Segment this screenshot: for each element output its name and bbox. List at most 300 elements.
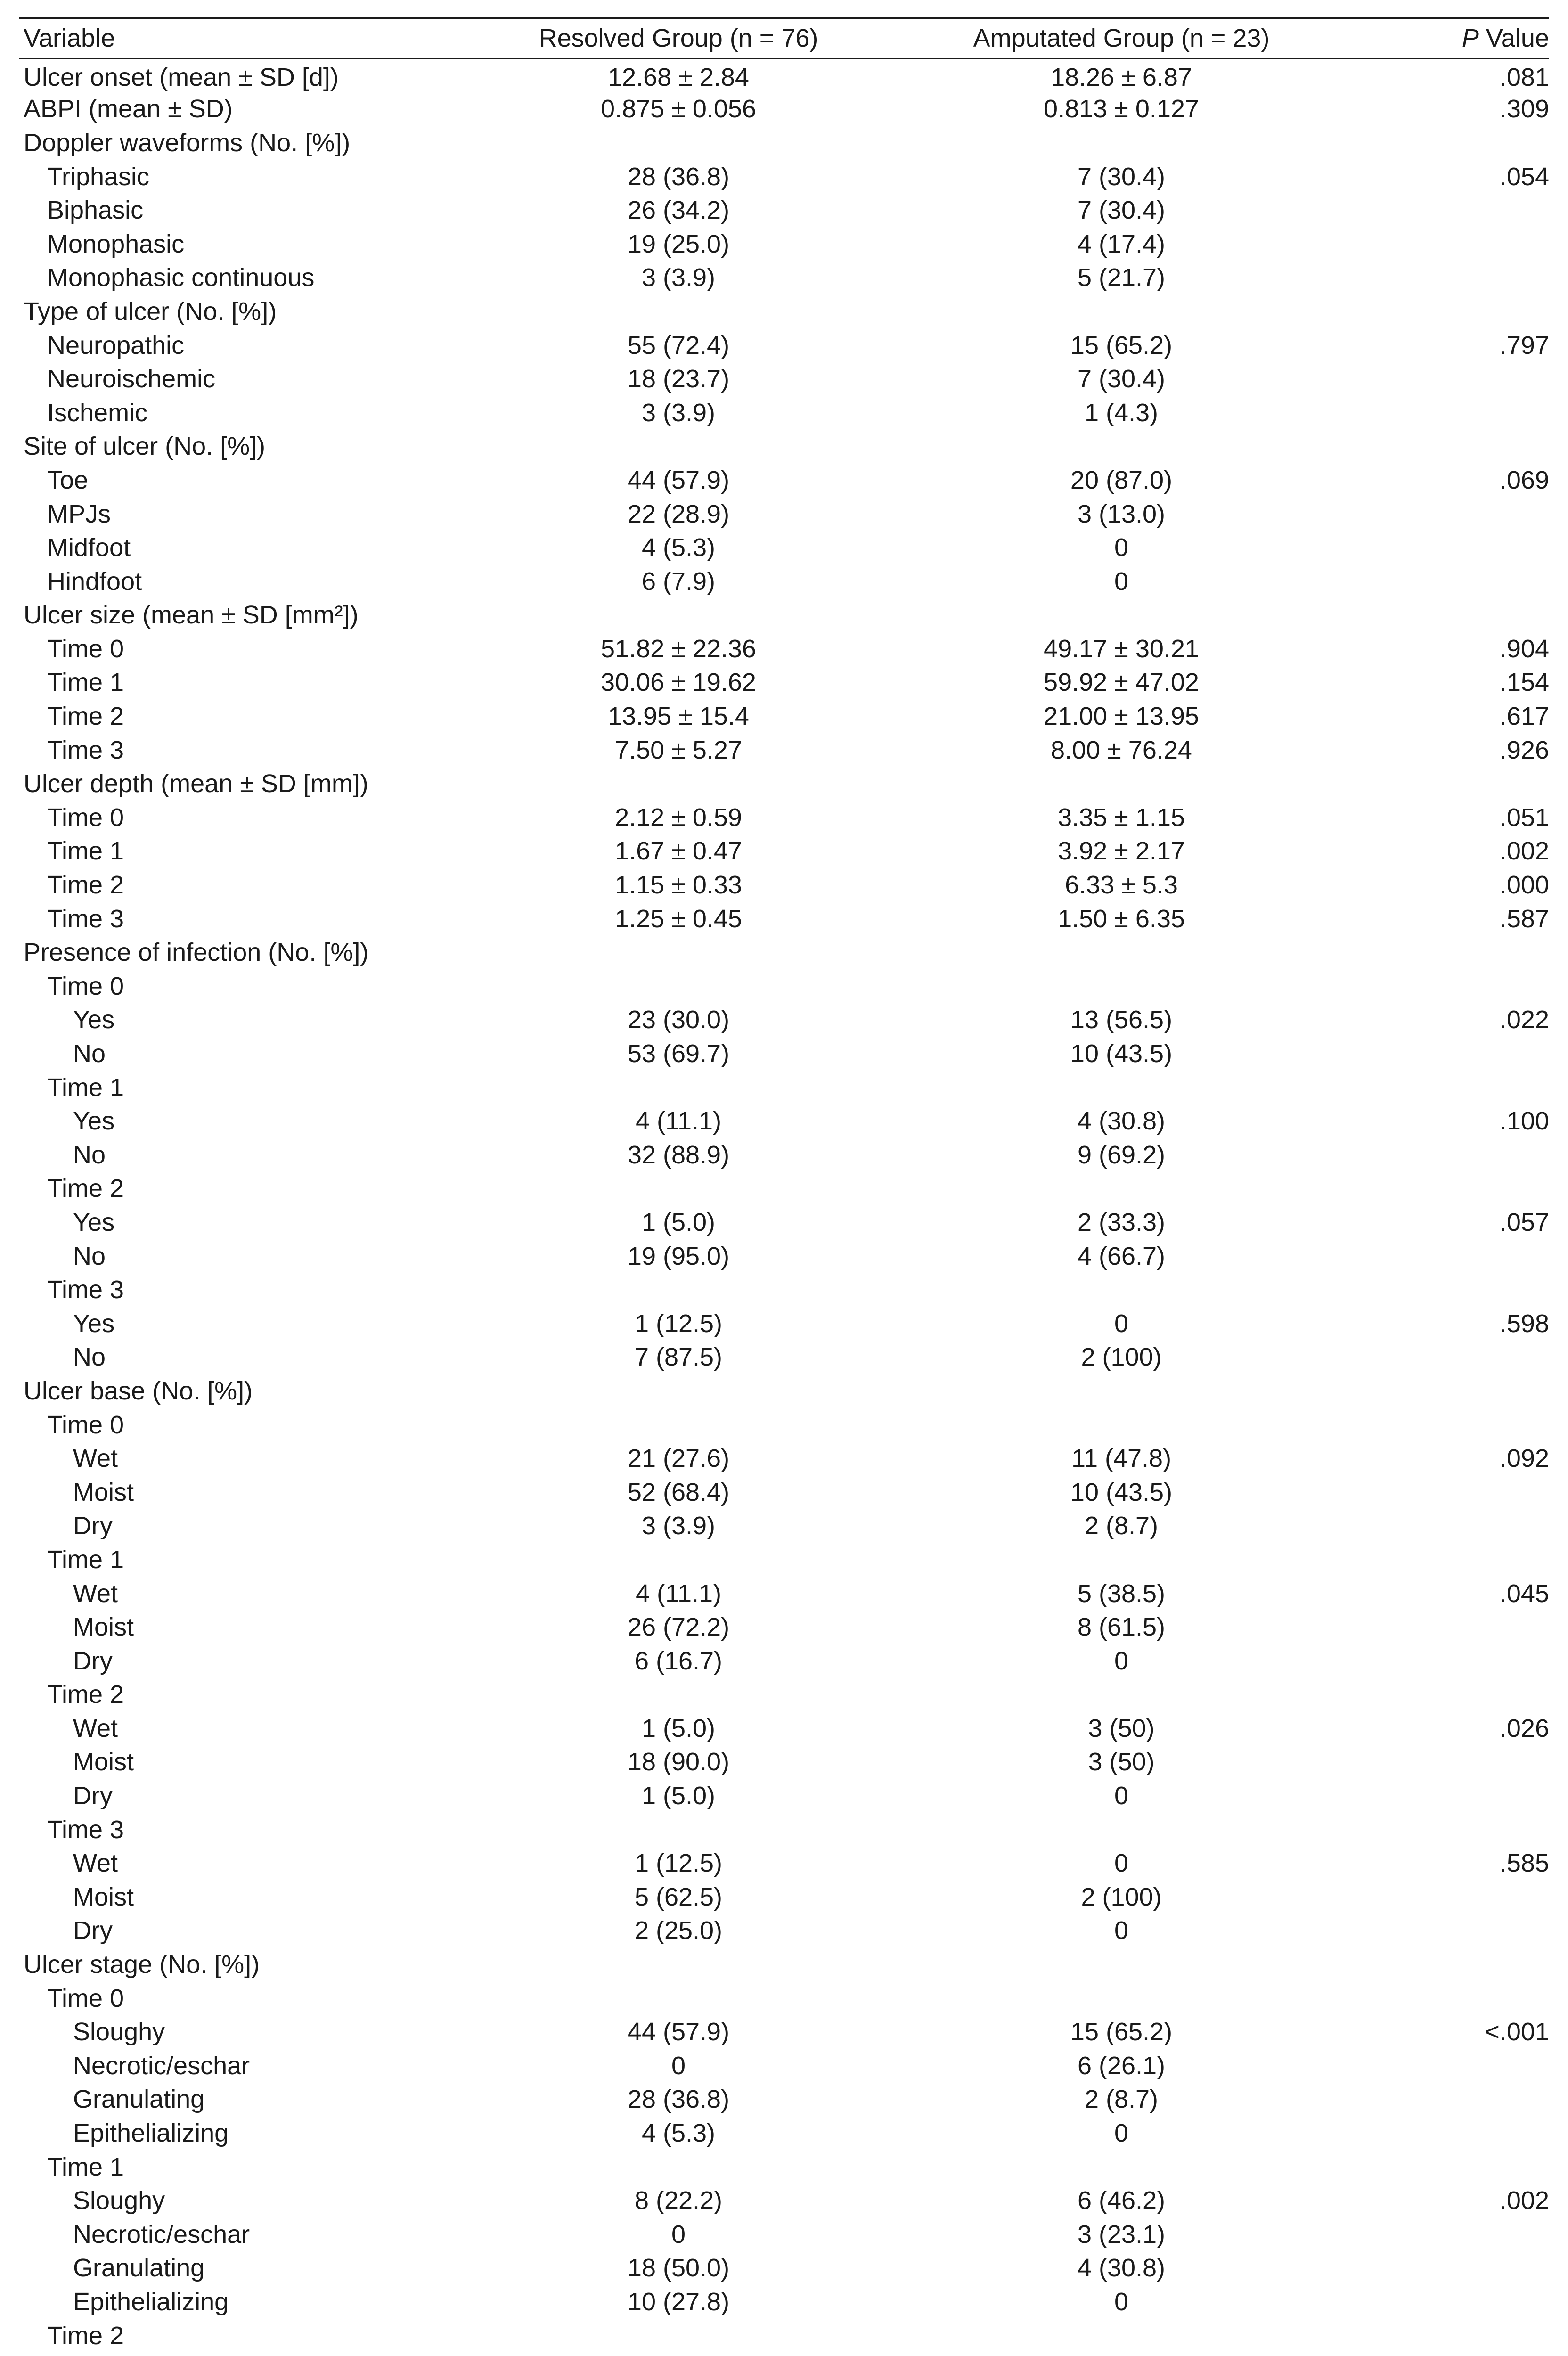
header-p-letter: P <box>1462 24 1479 53</box>
amputated-value <box>886 2352 1357 2356</box>
table-subgroup-row <box>19 699 1549 733</box>
p-value <box>1357 193 1549 227</box>
resolved-value: 1.67 ± 0.47 <box>615 837 742 866</box>
p-value <box>1357 1914 1549 1948</box>
p-value <box>1357 1341 1549 1374</box>
resolved-value <box>471 598 886 632</box>
table-section-row <box>19 1374 1549 1408</box>
row-label: Doppler waveforms (No. [%]) <box>24 128 351 157</box>
p-value <box>1357 1138 1549 1172</box>
row-label: Yes <box>73 1006 115 1034</box>
table-row <box>19 1846 1549 1880</box>
p-value <box>1357 2285 1549 2319</box>
resolved-value: 1.15 ± 0.33 <box>615 871 742 900</box>
row-label: Sloughy <box>73 2018 165 2046</box>
p-value <box>1357 1880 1549 1914</box>
row-label: Ulcer onset (mean ± SD [d]) <box>24 63 339 91</box>
p-value <box>1357 227 1549 261</box>
amputated-value: 3.35 ± 1.15 <box>1058 803 1185 832</box>
table-subgroup-row <box>19 1813 1549 1847</box>
row-label: Dry <box>73 1916 113 1945</box>
row-label: Time 1 <box>47 2152 124 2181</box>
table-row <box>19 2015 1549 2049</box>
row-label: Wet <box>73 1579 118 1608</box>
row-label: Time 0 <box>47 1984 124 2012</box>
resolved-value <box>471 1947 886 1981</box>
resolved-value: 1 (12.5) <box>634 1849 723 1878</box>
table-subgroup-row <box>19 261 1549 295</box>
row-label: Time 3 <box>47 736 124 764</box>
row-label: No <box>73 1343 106 1372</box>
row-label: Monophasic <box>47 229 185 258</box>
resolved-value <box>471 1408 886 1442</box>
p-value <box>1357 1509 1549 1543</box>
row-label: Moist <box>73 1882 134 1911</box>
p-value <box>1357 1037 1549 1071</box>
row-label: MPJs <box>47 499 111 528</box>
table-subgroup-row <box>19 1408 1549 1442</box>
resolved-value: 32 (88.9) <box>627 1140 730 1169</box>
row-label: Ischemic <box>47 398 148 427</box>
row-label: No <box>73 1140 106 1169</box>
resolved-value: 1 (5.0) <box>641 1782 716 1810</box>
resolved-value: 19 (95.0) <box>627 1242 730 1270</box>
table-subgroup-row <box>19 733 1549 767</box>
row-label: Hindfoot <box>47 567 142 596</box>
p-value <box>1357 1610 1549 1644</box>
row-label: Time 2 <box>47 1680 124 1709</box>
table-row <box>19 1509 1549 1543</box>
p-value: .100 <box>1499 1107 1549 1136</box>
amputated-value: 11 (47.8) <box>1071 1444 1172 1473</box>
p-value: .054 <box>1499 162 1549 191</box>
resolved-value: 22 (28.9) <box>627 499 730 528</box>
p-value <box>1357 564 1549 598</box>
table-row <box>19 1239 1549 1273</box>
p-value <box>1357 531 1549 564</box>
amputated-value: 0 <box>1114 1646 1129 1675</box>
p-value: .002 <box>1499 837 1549 866</box>
p-value: .045 <box>1499 1579 1549 1608</box>
p-value <box>1357 1543 1549 1577</box>
row-label: Sloughy <box>73 2186 165 2215</box>
amputated-value: 4 (17.4) <box>1077 229 1166 258</box>
resolved-value: 53 (69.7) <box>627 1039 730 1068</box>
amputated-value: 6 (46.2) <box>1077 2186 1166 2215</box>
p-value <box>1357 2150 1549 2184</box>
p-value: .154 <box>1499 668 1549 697</box>
resolved-value: 2.12 ± 0.59 <box>615 803 742 832</box>
p-value <box>1357 1475 1549 1509</box>
header-p-suffix: Value <box>1478 24 1549 53</box>
table-subgroup-row <box>19 362 1549 396</box>
resolved-value: 28 (36.8) <box>627 162 730 191</box>
amputated-value: 0 <box>1114 1782 1129 1810</box>
amputated-value <box>886 1981 1357 2015</box>
resolved-value: 7.50 ± 5.27 <box>615 736 742 764</box>
amputated-value: 2 (100) <box>1081 1882 1162 1911</box>
row-label: Moist <box>73 1748 134 1776</box>
table-subgroup-row <box>19 396 1549 430</box>
p-value <box>1357 1813 1549 1847</box>
amputated-value: 13 (56.5) <box>1070 1006 1173 1034</box>
resolved-value <box>471 1678 886 1712</box>
table-subgroup-row <box>19 463 1549 497</box>
amputated-value: 0 <box>1114 1916 1129 1945</box>
row-label: Time 0 <box>47 1410 124 1439</box>
amputated-value: 18.26 ± 6.87 <box>1051 63 1192 91</box>
table-section-row <box>19 430 1549 464</box>
resolved-value: 10 (27.8) <box>627 2287 730 2316</box>
row-label: Necrotic/eschar <box>73 2220 250 2249</box>
header-resolved-group: Resolved Group (n = 76) <box>471 18 886 58</box>
table-subgroup-row <box>19 2150 1549 2184</box>
table-row <box>19 2184 1549 2217</box>
resolved-value <box>471 969 886 1003</box>
table-section-row <box>19 58 1549 92</box>
p-value: .585 <box>1499 1849 1549 1878</box>
p-value: .598 <box>1499 1309 1549 1338</box>
resolved-value: 6 (16.7) <box>634 1646 723 1675</box>
row-label: Time 1 <box>47 668 124 697</box>
p-value <box>1357 1678 1549 1712</box>
row-label: Time 0 <box>47 803 124 832</box>
table-subgroup-row <box>19 1543 1549 1577</box>
table-subgroup-row <box>19 497 1549 531</box>
amputated-value <box>886 2150 1357 2184</box>
resolved-value: 21 (27.6) <box>627 1444 730 1473</box>
resolved-value: 26 (34.2) <box>627 196 730 225</box>
amputated-value <box>886 767 1357 801</box>
table-subgroup-row <box>19 564 1549 598</box>
table-row <box>19 2217 1549 2251</box>
p-value <box>1357 362 1549 396</box>
p-value <box>1357 2116 1549 2150</box>
amputated-value: 7 (30.4) <box>1077 196 1166 225</box>
row-label: Wet <box>73 1849 118 1878</box>
p-value: .069 <box>1499 466 1549 494</box>
table-section-row <box>19 294 1549 328</box>
resolved-value: 3 (3.9) <box>641 263 716 292</box>
table-subgroup-row <box>19 1172 1549 1206</box>
table-section-row <box>19 92 1549 126</box>
resolved-value: 44 (57.9) <box>627 2018 730 2046</box>
row-label: No <box>73 1242 106 1270</box>
table-row <box>19 1037 1549 1071</box>
row-label: Yes <box>73 1208 115 1236</box>
row-label: Epithelializing <box>73 2119 229 2148</box>
amputated-value: 8.00 ± 76.24 <box>1051 736 1192 764</box>
resolved-value: 13.95 ± 15.4 <box>608 702 749 731</box>
table-section-row <box>19 767 1549 801</box>
amputated-value <box>886 1172 1357 1206</box>
resolved-value <box>471 1172 886 1206</box>
amputated-value: 0 <box>1114 2119 1129 2148</box>
table-row <box>19 2251 1549 2285</box>
p-value: .904 <box>1499 634 1549 663</box>
p-value <box>1357 294 1549 328</box>
table-section-row <box>19 935 1549 969</box>
resolved-value: 1.25 ± 0.45 <box>615 904 742 933</box>
amputated-value <box>886 935 1357 969</box>
resolved-value: 26 (72.2) <box>627 1613 730 1642</box>
resolved-value: 23 (30.0) <box>627 1006 730 1034</box>
resolved-value: 4 (5.3) <box>641 533 716 562</box>
table-section-row <box>19 1947 1549 1981</box>
row-label: Midfoot <box>47 533 131 562</box>
resolved-value: 28 (36.8) <box>627 2085 730 2114</box>
table-body <box>19 58 1549 2356</box>
resolved-value: 1 (5.0) <box>641 1208 716 1236</box>
resolved-value: 0 <box>671 2220 686 2249</box>
resolved-value: 19 (25.0) <box>627 229 730 258</box>
table-section-row <box>19 598 1549 632</box>
table-subgroup-row <box>19 969 1549 1003</box>
resolved-value <box>471 2352 886 2356</box>
resolved-value: 1 (12.5) <box>634 1309 723 1338</box>
amputated-value: 20 (87.0) <box>1070 466 1173 494</box>
row-label: Wet <box>73 1714 118 1742</box>
row-label: Yes <box>73 1309 115 1338</box>
p-value: .051 <box>1499 803 1549 832</box>
row-label: Time 1 <box>47 1073 124 1102</box>
amputated-value <box>886 1071 1357 1104</box>
row-label: Ulcer base (No. [%]) <box>24 1376 253 1405</box>
amputated-value <box>886 1678 1357 1712</box>
amputated-value <box>886 1947 1357 1981</box>
resolved-value: 18 (23.7) <box>627 365 730 393</box>
row-label: ABPI (mean ± SD) <box>24 95 233 123</box>
resolved-value: 4 (11.1) <box>635 1107 722 1136</box>
table-subgroup-row <box>19 328 1549 362</box>
amputated-value: 2 (33.3) <box>1077 1208 1166 1236</box>
amputated-value: 5 (38.5) <box>1077 1579 1166 1608</box>
amputated-value: 0 <box>1114 533 1129 562</box>
p-value: .057 <box>1499 1208 1549 1236</box>
amputated-value: 59.92 ± 47.02 <box>1044 668 1199 697</box>
table-subgroup-row <box>19 834 1549 868</box>
table-row <box>19 1307 1549 1341</box>
amputated-value: 9 (69.2) <box>1077 1140 1166 1169</box>
resolved-value <box>471 1981 886 2015</box>
p-value <box>1357 1779 1549 1813</box>
row-label: Presence of infection (No. [%]) <box>24 938 369 967</box>
p-value: .022 <box>1499 1006 1549 1034</box>
amputated-value <box>886 1374 1357 1408</box>
table-row <box>19 1644 1549 1678</box>
table-row <box>19 2352 1549 2356</box>
resolved-value: 7 (87.5) <box>634 1343 723 1372</box>
amputated-value <box>886 1543 1357 1577</box>
row-label: Dry <box>73 1782 113 1810</box>
table-row <box>19 1341 1549 1374</box>
amputated-value: 21.00 ± 13.95 <box>1044 702 1199 731</box>
p-value <box>1357 1644 1549 1678</box>
p-value: .000 <box>1499 871 1549 900</box>
p-value <box>1357 1239 1549 1273</box>
table-subgroup-row <box>19 1981 1549 2015</box>
p-value <box>1357 1947 1549 1981</box>
amputated-value: 4 (30.8) <box>1077 1107 1166 1136</box>
p-value <box>1357 1172 1549 1206</box>
header-amputated-group: Amputated Group (n = 23) <box>886 18 1357 58</box>
p-value <box>1357 2049 1549 2083</box>
row-label: Time 3 <box>47 1276 124 1304</box>
amputated-value <box>886 430 1357 464</box>
row-label: Neuroischemic <box>47 365 216 393</box>
row-label: Monophasic continuous <box>47 263 315 292</box>
resolved-value: 0.875 ± 0.056 <box>601 95 756 123</box>
amputated-value: 2 (100) <box>1081 1343 1162 1372</box>
table-header-row <box>19 18 1549 58</box>
amputated-value: 0 <box>1114 1309 1129 1338</box>
p-value <box>1357 2083 1549 2117</box>
row-label: Time 0 <box>47 634 124 663</box>
table-subgroup-row <box>19 1273 1549 1307</box>
p-value <box>1357 598 1549 632</box>
resolved-value: 44 (57.9) <box>627 466 730 494</box>
p-value <box>1357 935 1549 969</box>
amputated-value <box>886 294 1357 328</box>
row-label: Dry <box>73 1646 113 1675</box>
row-label: Time 0 <box>47 972 124 1000</box>
resolved-value: 3 (3.9) <box>641 398 716 427</box>
header-p-value <box>1357 18 1549 58</box>
resolved-value <box>471 126 886 160</box>
p-value <box>1357 2352 1549 2356</box>
resolved-value <box>471 935 886 969</box>
amputated-value: 8 (61.5) <box>1077 1613 1166 1642</box>
row-label: Neuropathic <box>47 331 185 360</box>
resolved-value: 12.68 ± 2.84 <box>608 63 749 91</box>
p-value <box>1357 1981 1549 2015</box>
row-label: Granulating <box>73 2085 205 2114</box>
row-label: Wet <box>73 1444 118 1473</box>
table-subgroup-row <box>19 531 1549 564</box>
table-row <box>19 1914 1549 1948</box>
p-value <box>1357 396 1549 430</box>
table-section-row <box>19 126 1549 160</box>
amputated-value: 2 (8.7) <box>1084 2085 1159 2114</box>
table-subgroup-row <box>19 2319 1549 2353</box>
p-value <box>1357 1071 1549 1104</box>
row-label: Yes <box>73 1107 115 1136</box>
resolved-value: 8 (22.2) <box>634 2186 723 2215</box>
resolved-value: 2 (25.0) <box>634 1916 723 1945</box>
resolved-value: 52 (68.4) <box>627 1478 730 1506</box>
table-row <box>19 2083 1549 2117</box>
p-value: .092 <box>1499 1444 1549 1473</box>
p-value: .002 <box>1499 2186 1549 2215</box>
p-value <box>1357 2319 1549 2353</box>
p-value <box>1357 2251 1549 2285</box>
p-value <box>1357 497 1549 531</box>
row-label <box>19 2352 471 2356</box>
row-label: Moist <box>73 1613 134 1642</box>
row-label: Moist <box>73 1478 134 1506</box>
amputated-value: 0 <box>1114 567 1129 596</box>
row-label: No <box>73 1039 106 1068</box>
table-row <box>19 1475 1549 1509</box>
table-subgroup-row <box>19 1071 1549 1104</box>
resolved-value: 51.82 ± 22.36 <box>601 634 756 663</box>
resolved-value <box>471 430 886 464</box>
p-value: .081 <box>1499 63 1549 91</box>
table-row <box>19 1779 1549 1813</box>
p-value <box>1357 126 1549 160</box>
table-subgroup-row <box>19 902 1549 936</box>
amputated-value: 3 (50) <box>1088 1714 1155 1742</box>
table-subgroup-row <box>19 801 1549 834</box>
amputated-value: 2 (8.7) <box>1084 1512 1159 1540</box>
p-value <box>1357 1408 1549 1442</box>
resolved-value <box>471 2319 886 2353</box>
row-label: Dry <box>73 1512 113 1540</box>
p-value: .926 <box>1499 736 1549 764</box>
amputated-value: 15 (65.2) <box>1070 2018 1173 2046</box>
row-label: Toe <box>47 466 89 494</box>
table-subgroup-row <box>19 1678 1549 1712</box>
p-value: <.001 <box>1485 2018 1549 2046</box>
amputated-value: 4 (30.8) <box>1077 2254 1166 2282</box>
p-value <box>1357 969 1549 1003</box>
table-row <box>19 1003 1549 1037</box>
resolved-value <box>471 294 886 328</box>
row-label: Ulcer stage (No. [%]) <box>24 1950 260 1979</box>
amputated-value <box>886 2319 1357 2353</box>
row-label: Site of ulcer (No. [%]) <box>24 432 266 461</box>
amputated-value: 1.50 ± 6.35 <box>1058 904 1185 933</box>
resolved-value <box>471 2150 886 2184</box>
table-subgroup-row <box>19 632 1549 666</box>
row-label: Epithelializing <box>73 2287 229 2316</box>
p-value <box>1357 430 1549 464</box>
row-label: Time 2 <box>47 2321 124 2350</box>
resolved-value: 4 (5.3) <box>641 2119 716 2148</box>
resolved-value <box>471 767 886 801</box>
resolved-value <box>471 1543 886 1577</box>
row-label: Time 3 <box>47 904 124 933</box>
amputated-value <box>886 1273 1357 1307</box>
row-label: Time 2 <box>47 1174 124 1203</box>
p-value <box>1357 1374 1549 1408</box>
table-row <box>19 1880 1549 1914</box>
table-row <box>19 1138 1549 1172</box>
row-label: Time 2 <box>47 702 124 731</box>
amputated-value: 3.92 ± 2.17 <box>1058 837 1185 866</box>
table-row <box>19 1104 1549 1138</box>
header-variable: Variable <box>19 18 471 58</box>
resolved-value: 5 (62.5) <box>634 1882 723 1911</box>
p-value: .617 <box>1499 702 1549 731</box>
resolved-value <box>471 1813 886 1847</box>
p-value: .309 <box>1499 95 1549 123</box>
table-row <box>19 2285 1549 2319</box>
results-table <box>19 17 1549 2356</box>
row-label: Type of ulcer (No. [%]) <box>24 297 277 326</box>
amputated-value: 6.33 ± 5.3 <box>1065 871 1178 900</box>
p-value <box>1357 2217 1549 2251</box>
resolved-value <box>471 1273 886 1307</box>
resolved-value: 6 (7.9) <box>641 567 716 596</box>
amputated-value: 4 (66.7) <box>1077 1242 1166 1270</box>
row-label: Ulcer size (mean ± SD [mm²]) <box>24 601 359 630</box>
resolved-value: 3 (3.9) <box>641 1512 716 1540</box>
amputated-value <box>886 126 1357 160</box>
resolved-value <box>471 1374 886 1408</box>
table-row <box>19 1577 1549 1611</box>
row-label: Necrotic/eschar <box>73 2051 250 2080</box>
